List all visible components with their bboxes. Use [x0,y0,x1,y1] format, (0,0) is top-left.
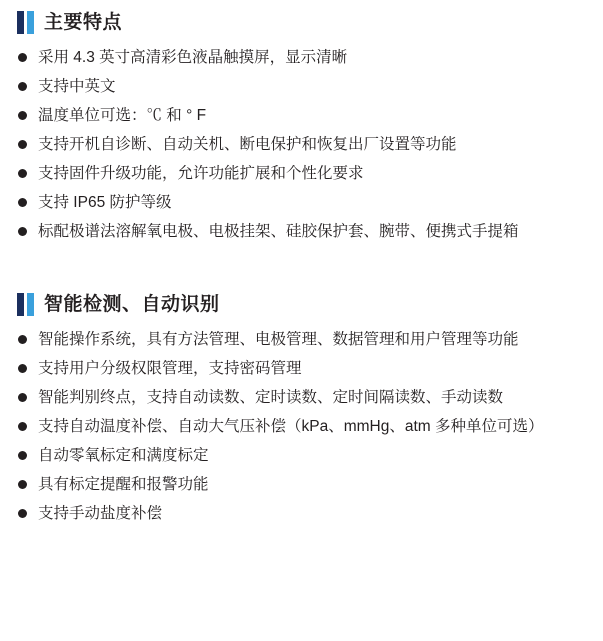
bullet-dot-icon [18,82,27,91]
list-item-text: 支持用户分级权限管理，支持密码管理 [38,360,302,377]
bullet-dot-icon [18,53,27,62]
list-item-text: 支持中英文 [38,78,116,95]
bullet-dot-icon [18,422,27,431]
list-item [14,384,589,412]
bullet-dot-icon [18,140,27,149]
bullet-dot-icon [18,227,27,236]
section-marker-icon [17,11,34,34]
section-title: 主要特点 [44,11,123,33]
list-item [14,218,589,246]
list-item [14,44,589,72]
list-item-text: 支持手动盐度补偿 [38,505,163,522]
section-marker-icon [17,293,34,316]
section-main-features [14,0,589,246]
section-title: 智能检测、自动识别 [44,293,220,315]
bullet-dot-icon [18,169,27,178]
list-item [14,131,589,159]
list-item-text: 支持自动温度补偿、自动大气压补偿（kPa、mmHg、atm 多种单位可选） [38,418,544,435]
list-item [14,160,589,188]
bullet-dot-icon [18,509,27,518]
list-item-text: 支持开机自诊断、自动关机、断电保护和恢复出厂设置等功能 [38,136,457,153]
marker-bar-dark [17,11,24,34]
list-item-text: 温度单位可选：℃ 和 ° F [38,107,207,124]
list-item-text: 标配极谱法溶解氧电极、电极挂架、硅胶保护套、腕带、便携式手提箱 [38,223,519,240]
section-header [14,291,589,317]
list-item-text: 支持 IP65 防护等级 [38,194,172,211]
list-item [14,413,589,441]
feature-list [14,326,589,528]
feature-list [14,44,589,246]
bullet-dot-icon [18,451,27,460]
marker-bar-dark [17,293,24,316]
marker-bar-light [27,293,34,316]
bullet-dot-icon [18,393,27,402]
list-item [14,442,589,470]
list-item-text: 支持固件升级功能，允许功能扩展和个性化要求 [38,165,364,182]
list-item [14,355,589,383]
section-header [14,9,589,35]
list-item [14,189,589,217]
list-item [14,500,589,528]
list-item [14,102,589,130]
bullet-dot-icon [18,335,27,344]
list-item-text: 具有标定提醒和报警功能 [38,476,209,493]
list-item-text: 自动零氧标定和满度标定 [38,447,209,464]
bullet-dot-icon [18,111,27,120]
bullet-dot-icon [18,198,27,207]
list-item-text: 智能操作系统，具有方法管理、电极管理、数据管理和用户管理等功能 [38,331,519,348]
list-item-text: 智能判别终点，支持自动读数、定时读数、定时间隔读数、手动读数 [38,389,504,406]
list-item [14,471,589,499]
list-item [14,326,589,354]
marker-bar-light [27,11,34,34]
bullet-dot-icon [18,480,27,489]
list-item [14,73,589,101]
section-smart-detection [14,247,589,528]
bullet-dot-icon [18,364,27,373]
list-item-text: 采用 4.3 英寸高清彩色液晶触摸屏，显示清晰 [38,49,348,66]
